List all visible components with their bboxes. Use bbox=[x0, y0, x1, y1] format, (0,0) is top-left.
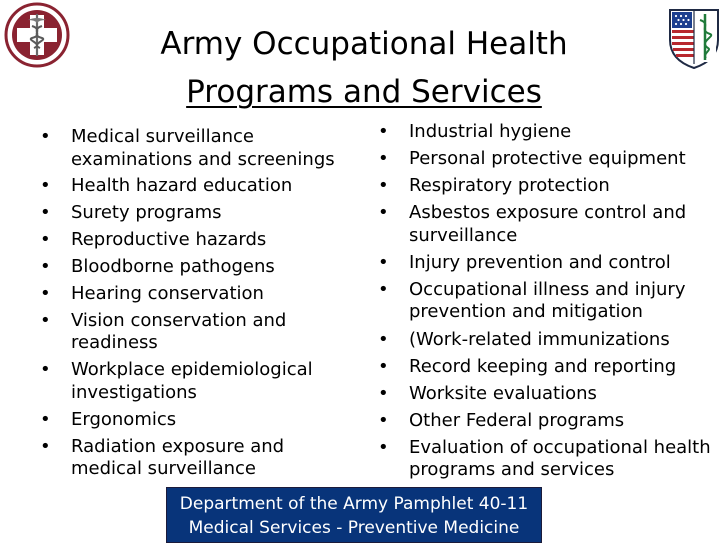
list-item-text: Respiratory protection bbox=[409, 175, 610, 197]
bullet: • bbox=[40, 202, 51, 224]
list-item-text: Personal protective equipment bbox=[409, 148, 686, 170]
footer-line-2: Medical Services - Preventive Medicine bbox=[188, 518, 520, 538]
bullet: • bbox=[378, 278, 389, 300]
bullet: • bbox=[378, 121, 389, 142]
bullet: • bbox=[378, 251, 389, 273]
list-item-text: Injury prevention and control bbox=[409, 251, 671, 273]
list-item bbox=[40, 310, 346, 355]
bullet: • bbox=[40, 126, 51, 147]
list-item bbox=[378, 410, 716, 433]
list-item bbox=[40, 409, 346, 432]
list-item bbox=[40, 283, 346, 306]
bullet: • bbox=[40, 359, 51, 381]
list-item-text: Asbestos exposure control and surveillance bbox=[409, 202, 687, 246]
list-item-text: (Work-related immunizations bbox=[409, 328, 670, 350]
list-item-text: Evaluation of occupational health programs and services bbox=[409, 436, 711, 481]
army-medical-command-insignia-icon bbox=[4, 2, 70, 68]
page-title: Army Occupational Health bbox=[160, 26, 568, 62]
list-item bbox=[378, 252, 716, 275]
list-item-text: Bloodborne pathogens bbox=[71, 256, 275, 278]
list-item-text: Ergonomics bbox=[71, 408, 177, 430]
list-item bbox=[40, 436, 346, 481]
bullet: • bbox=[378, 382, 389, 404]
list-item bbox=[378, 329, 716, 352]
army-medical-crest-icon bbox=[664, 2, 724, 70]
list-item-text: Industrial hygiene bbox=[409, 121, 572, 142]
bullet: • bbox=[40, 175, 51, 197]
list-item bbox=[378, 383, 716, 406]
list-item bbox=[40, 175, 346, 198]
list-item bbox=[40, 359, 346, 404]
list-item bbox=[378, 121, 716, 144]
list-item-text: Vision conservation and readiness bbox=[71, 309, 287, 354]
bullet: • bbox=[378, 436, 389, 458]
list-item-text: Health hazard education bbox=[71, 175, 293, 197]
bullet: • bbox=[40, 229, 51, 251]
list-item bbox=[378, 437, 716, 482]
bullet: • bbox=[40, 408, 51, 430]
list-item-text: Occupational illness and injury prevention and mitigation bbox=[409, 278, 686, 323]
list-item-text: Surety programs bbox=[71, 202, 222, 224]
bullet: • bbox=[40, 309, 51, 331]
bullet: • bbox=[40, 282, 51, 304]
bullet: • bbox=[40, 435, 51, 457]
list-item-text: Record keeping and reporting bbox=[409, 355, 677, 377]
list-item-text: Radiation exposure and medical surveillance bbox=[71, 435, 285, 480]
list-item bbox=[40, 126, 346, 171]
list-item-text: Medical surveillance examinations and screenings bbox=[71, 126, 335, 170]
bullet: • bbox=[378, 409, 389, 431]
reference-footer-box bbox=[166, 487, 542, 543]
list-item bbox=[40, 229, 346, 252]
list-item-text: Other Federal programs bbox=[409, 409, 625, 431]
list-item bbox=[378, 356, 716, 379]
list-item bbox=[40, 256, 346, 279]
list-item-text: Worksite evaluations bbox=[409, 382, 597, 404]
bullet: • bbox=[378, 148, 389, 170]
list-item bbox=[378, 279, 716, 324]
list-item-text: Hearing conservation bbox=[71, 282, 264, 304]
page-subtitle: Programs and Services bbox=[186, 74, 542, 110]
list-item bbox=[40, 202, 346, 225]
bullet: • bbox=[378, 202, 389, 224]
list-item bbox=[378, 202, 716, 247]
bullet: • bbox=[378, 355, 389, 377]
bullet: • bbox=[378, 175, 389, 197]
left-services-list bbox=[40, 126, 346, 485]
list-item bbox=[378, 175, 716, 198]
bullet: • bbox=[378, 328, 389, 350]
list-item bbox=[378, 148, 716, 171]
right-services-list bbox=[378, 121, 716, 487]
bullet: • bbox=[40, 256, 51, 278]
list-item-text: Workplace epidemiological investigations bbox=[71, 359, 313, 403]
list-item-text: Reproductive hazards bbox=[71, 229, 267, 251]
footer-line-1: Department of the Army Pamphlet 40-11 bbox=[179, 494, 529, 514]
